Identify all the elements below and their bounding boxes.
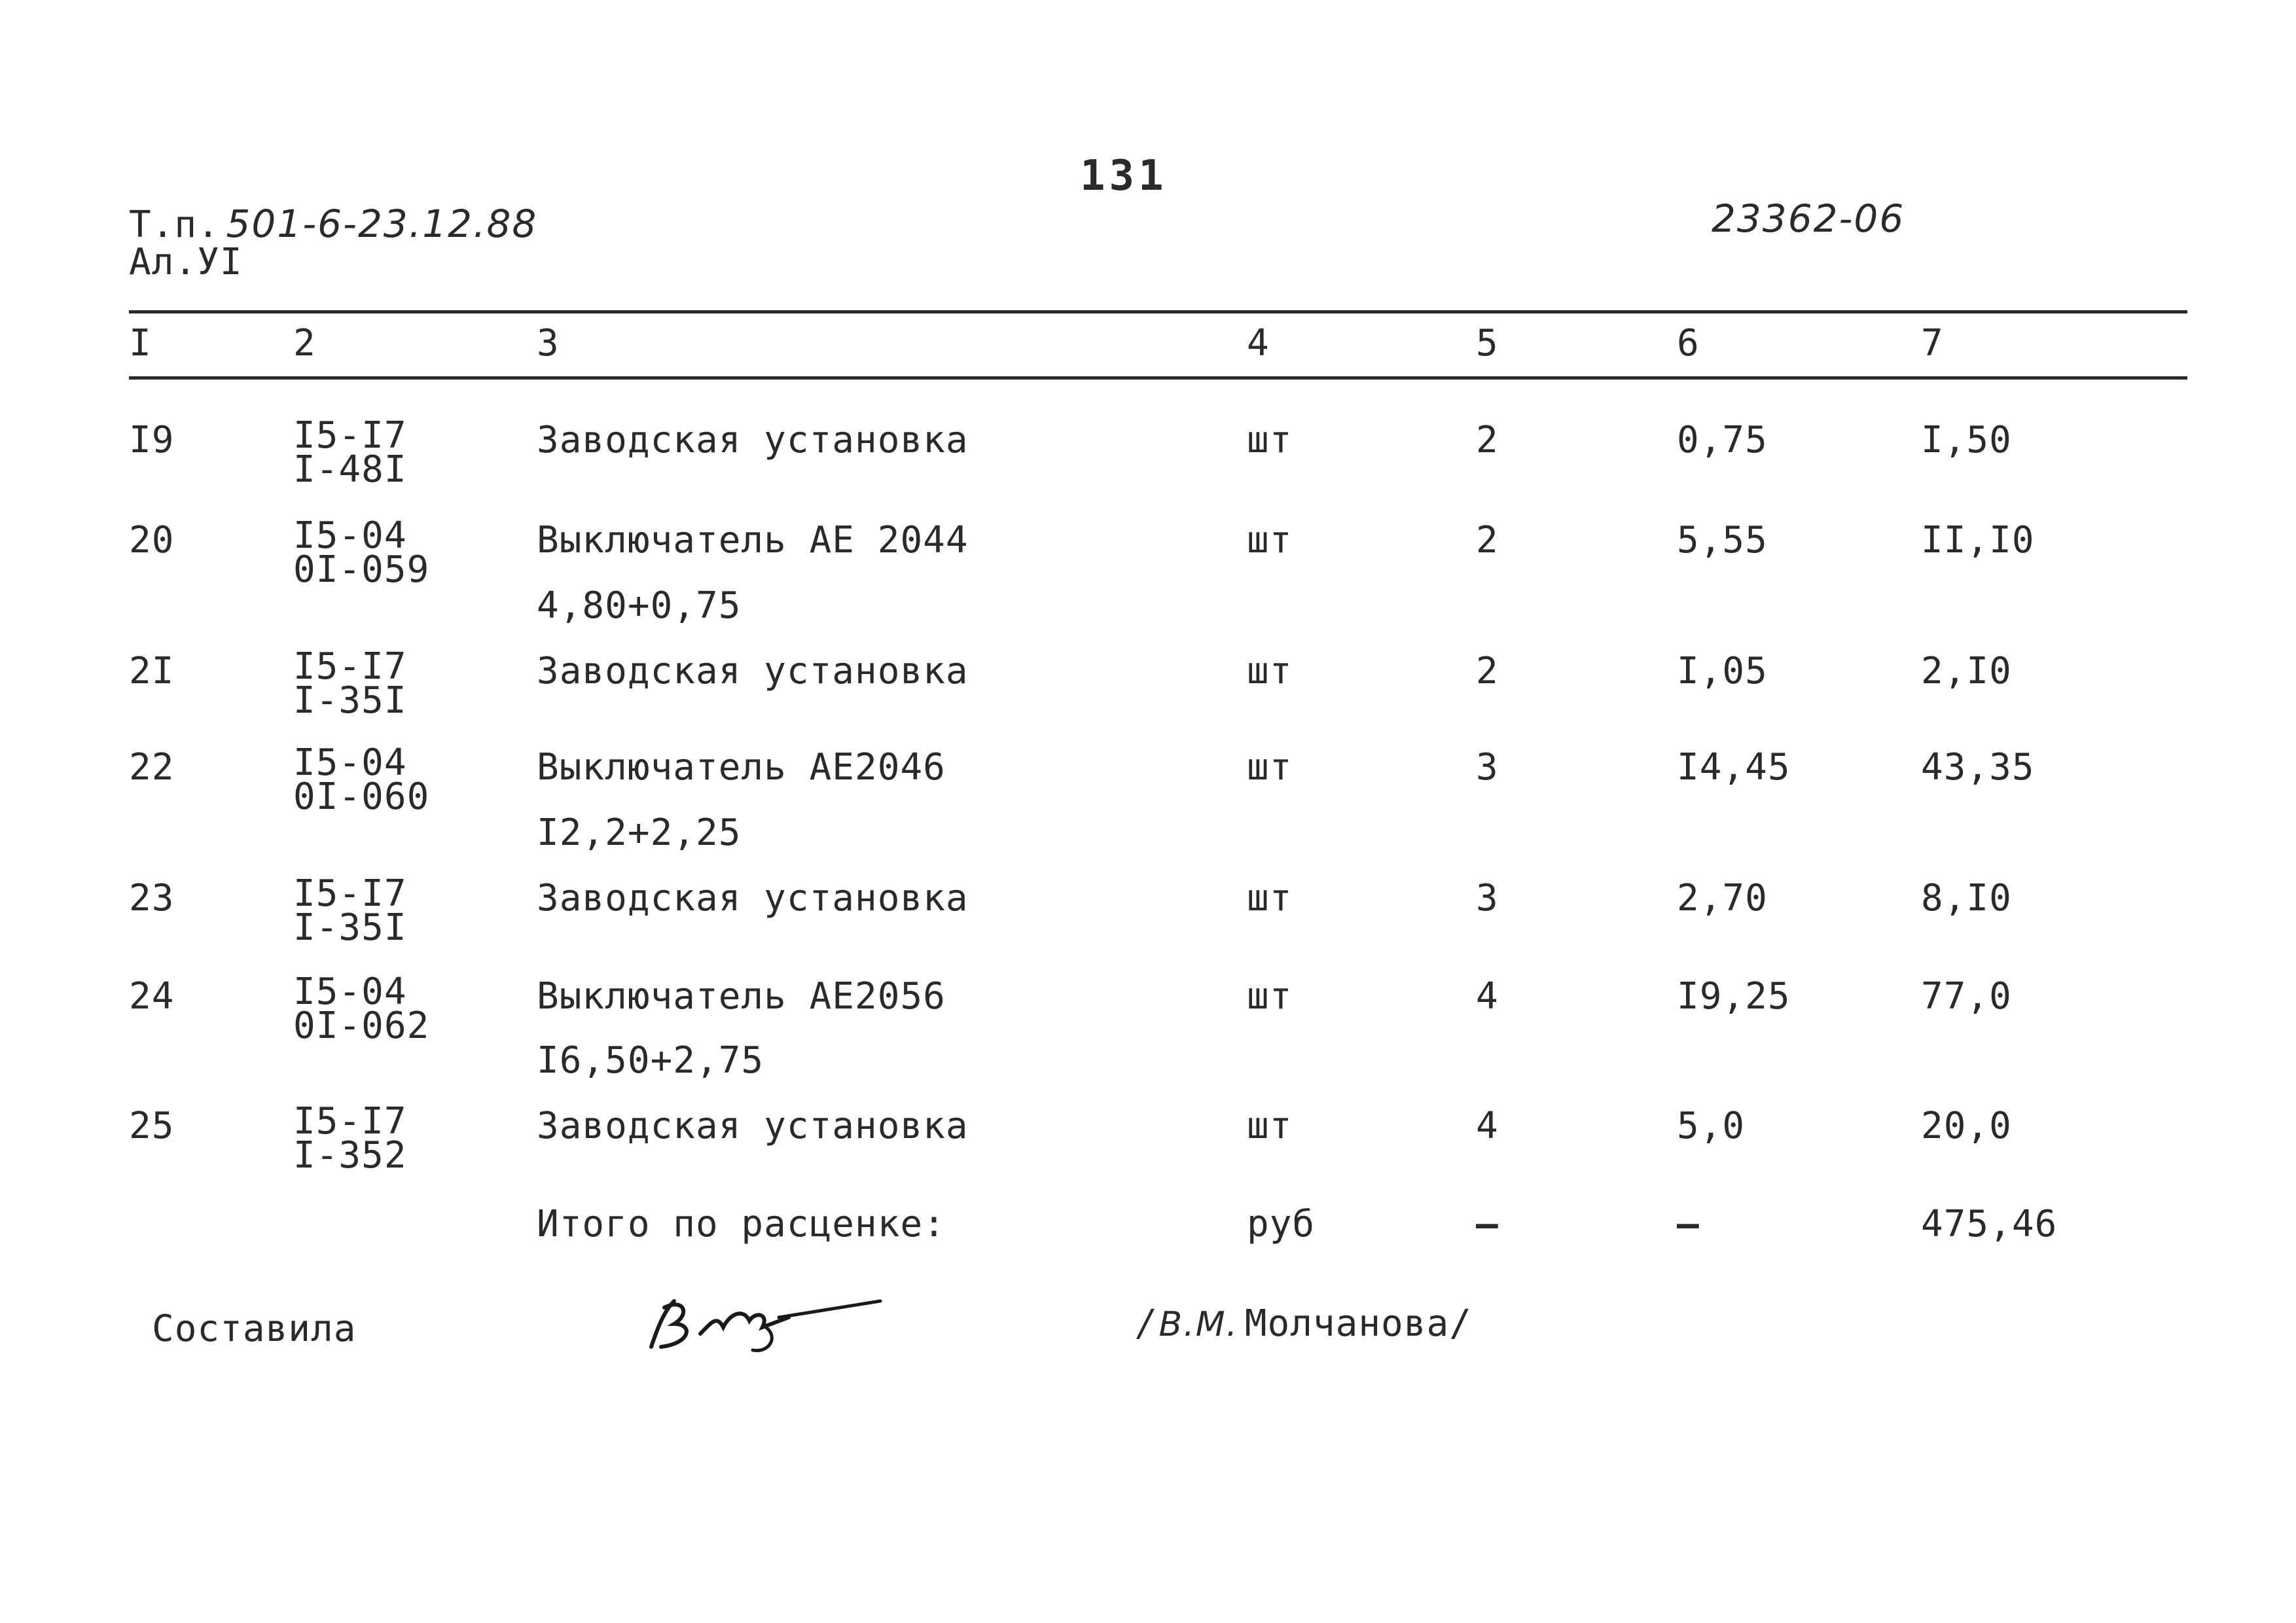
row-total: II,I0 — [1921, 519, 2035, 562]
item-price-breakdown: I6,50+2,75 — [537, 1039, 764, 1082]
total-unit: руб — [1247, 1203, 1316, 1245]
unit-price: 5,55 — [1677, 519, 1768, 562]
rate-code-line-2: 0I-062 — [293, 1005, 430, 1047]
total-price-dash: – — [1677, 1203, 1700, 1245]
unit: шт — [1247, 650, 1293, 692]
col-header-6: 6 — [1677, 322, 1700, 365]
quantity: 3 — [1476, 877, 1499, 919]
quantity: 4 — [1476, 1105, 1499, 1147]
rate-code-line-2: 0I-059 — [293, 548, 430, 591]
unit: шт — [1247, 419, 1293, 461]
compiler-name — [1139, 1302, 1472, 1345]
rate-code-line-2: I-35I — [293, 906, 407, 949]
rate-code-line-2: I-352 — [293, 1134, 407, 1177]
rate-code — [293, 514, 430, 591]
table-header-rule — [129, 376, 2187, 380]
quantity: 3 — [1476, 746, 1499, 789]
row-total: 2,I0 — [1921, 650, 2012, 692]
unit-price: I4,45 — [1677, 746, 1791, 789]
col-header-7: 7 — [1921, 322, 1944, 365]
item-description: Выключатель АЕ2046 — [537, 746, 946, 789]
name-open-slash: / — [1139, 1302, 1153, 1345]
table-top-rule — [129, 310, 2187, 313]
row-number: I9 — [129, 419, 175, 461]
rate-code-line-2: I-35I — [293, 679, 407, 722]
rate-code — [293, 645, 407, 722]
rate-code-line-1: I5-04 — [293, 741, 407, 784]
rate-code-line-1: I5-I7 — [293, 645, 407, 688]
col-header-3: 3 — [537, 322, 560, 365]
item-price-breakdown: 4,80+0,75 — [537, 584, 742, 627]
col-header-5: 5 — [1476, 322, 1499, 365]
quantity: 2 — [1476, 650, 1499, 692]
unit: шт — [1247, 519, 1293, 562]
row-number: 22 — [129, 746, 175, 789]
rate-code — [293, 1100, 407, 1177]
handwritten-signature — [638, 1288, 887, 1360]
total-qty-dash: – — [1476, 1203, 1499, 1245]
col-header-2: 2 — [293, 322, 316, 365]
project-handwritten: 501-6-23.12.88 — [226, 202, 538, 246]
item-description: Выключатель АЕ2056 — [537, 975, 946, 1018]
unit: шт — [1247, 975, 1293, 1018]
row-total: 20,0 — [1921, 1105, 2012, 1147]
unit-price: 0,75 — [1677, 419, 1768, 461]
row-number: 2I — [129, 650, 175, 692]
row-total: 8,I0 — [1921, 877, 2012, 919]
quantity: 2 — [1476, 519, 1499, 562]
rate-code — [293, 971, 430, 1047]
grand-total: 475,46 — [1921, 1203, 2058, 1245]
unit: шт — [1247, 1105, 1293, 1147]
rate-code-line-1: I5-04 — [293, 971, 407, 1013]
rate-code — [293, 414, 407, 491]
compiler-surname: Молчанова/ — [1244, 1302, 1472, 1345]
unit-price: 2,70 — [1677, 877, 1768, 919]
project-reference — [129, 202, 537, 246]
page-number: 131 — [1080, 152, 1168, 200]
col-header-4: 4 — [1247, 322, 1270, 365]
unit-price: I9,25 — [1677, 975, 1791, 1018]
row-number: 24 — [129, 975, 175, 1018]
rate-code-line-1: I5-I7 — [293, 414, 407, 457]
compiler-initials: В.М. — [1158, 1305, 1239, 1344]
project-prefix: Т.п. — [129, 204, 220, 246]
item-price-breakdown: I2,2+2,25 — [537, 812, 742, 854]
unit-price: I,05 — [1677, 650, 1768, 692]
row-total: 43,35 — [1921, 746, 2035, 789]
rate-code-line-1: I5-I7 — [293, 1100, 407, 1143]
quantity: 4 — [1476, 975, 1499, 1018]
item-description: Заводская установка — [537, 650, 969, 692]
rate-code — [293, 741, 430, 818]
rate-code-line-1: I5-I7 — [293, 872, 407, 915]
row-number: 20 — [129, 519, 175, 562]
item-description: Заводская установка — [537, 1105, 969, 1147]
row-number: 23 — [129, 877, 175, 919]
compiled-by-label: Составила — [152, 1308, 357, 1350]
rate-code-line-2: I-48I — [293, 448, 407, 491]
album-label: Ал.УI — [129, 241, 243, 283]
document-number: 23362-06 — [1712, 196, 1905, 241]
unit-price: 5,0 — [1677, 1105, 1746, 1147]
item-description: Заводская установка — [537, 419, 969, 461]
item-description: Выключатель АЕ 2044 — [537, 519, 969, 562]
rate-code-line-1: I5-04 — [293, 514, 407, 557]
unit: шт — [1247, 877, 1293, 919]
row-total: I,50 — [1921, 419, 2012, 461]
item-description: Заводская установка — [537, 877, 969, 919]
col-header-1: I — [129, 322, 152, 365]
rate-code — [293, 872, 407, 949]
rate-code-line-2: 0I-060 — [293, 776, 430, 818]
row-number: 25 — [129, 1105, 175, 1147]
quantity: 2 — [1476, 419, 1499, 461]
row-total: 77,0 — [1921, 975, 2012, 1018]
total-label: Итого по расценке: — [537, 1203, 946, 1245]
unit: шт — [1247, 746, 1293, 789]
